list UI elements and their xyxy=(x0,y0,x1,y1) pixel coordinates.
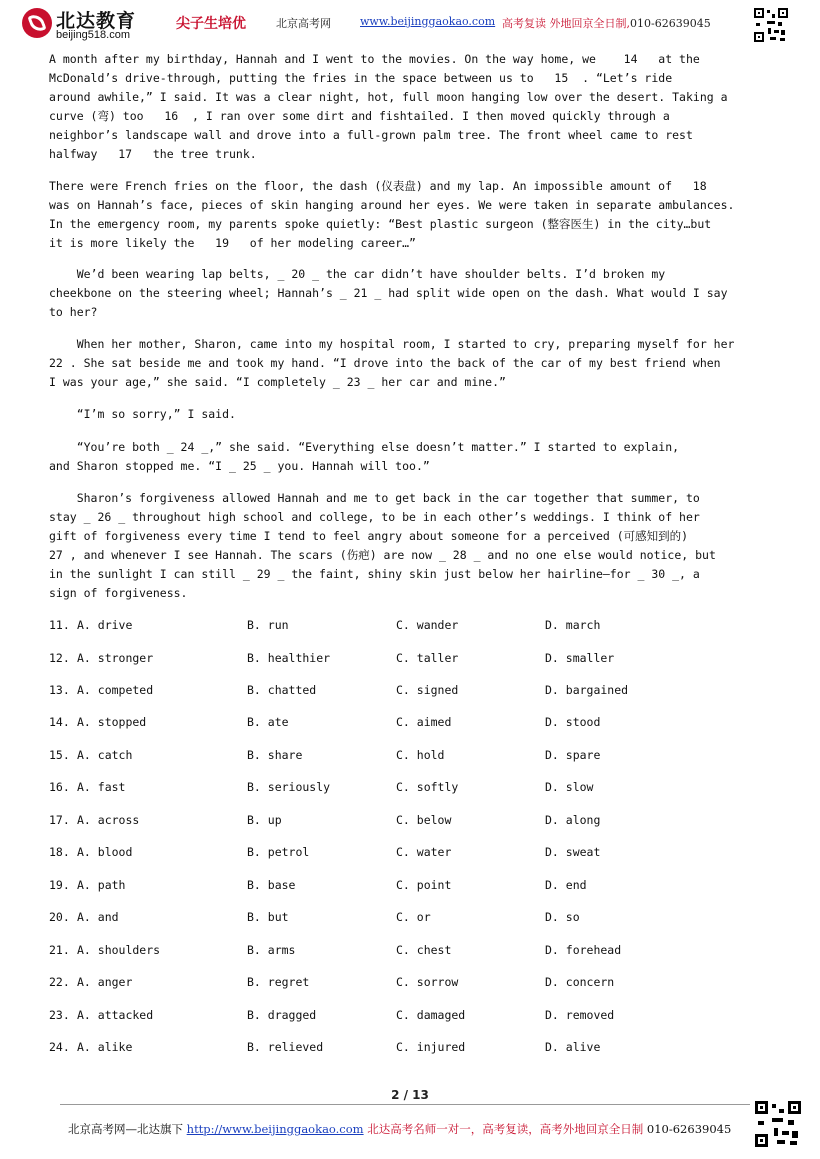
choice-b: B. dragged xyxy=(247,1008,317,1022)
logo-domain: beijing518.com xyxy=(56,29,130,41)
paragraph-1: A month after my birthday, Hannah and I went to the movies. On the way home, we 14 at the McDonald’s drive-through, putting the fries in the space between us to 15 . “Let’s ride around awhile,” I said. It was a clear night, hot, full moon hanging low over the desert. Taking a curve (弯) too 16 , I ran over some dirt and fishtailed. I then moved quickly through a neighbor’s landscape wall and drove into a full-grown palm tree. The front wheel came to rest halfway 17 the tree trunk. xyxy=(49,52,728,161)
choice-b: B. seriously xyxy=(247,780,331,794)
question-number: 17. xyxy=(49,813,70,827)
option-row xyxy=(49,973,749,991)
choice-d: D. forehead xyxy=(545,943,622,957)
footer-link[interactable]: http://www.beijinggaokao.com xyxy=(186,1122,364,1136)
choice-b: B. petrol xyxy=(247,845,310,859)
option-row xyxy=(49,876,749,894)
option-row xyxy=(49,681,749,699)
option-row xyxy=(49,908,749,926)
choice-a: A. anger xyxy=(77,975,133,989)
choice-d: D. slow xyxy=(545,780,594,794)
choice-b: B. arms xyxy=(247,943,296,957)
option-row xyxy=(49,649,749,667)
paragraph-3: We’d been wearing lap belts, _ 20 _ the car didn’t have shoulder belts. I’d broken my cheekbone on the steering wheel; Hannah’s _ 21 _ had split wide open on the dash. What would I say to her? xyxy=(49,267,728,319)
choice-b: B. ate xyxy=(247,715,289,729)
choice-c: C. sorrow xyxy=(396,975,459,989)
question-number: 24. xyxy=(49,1040,70,1054)
header-promo-text: 高考复读 外地回京全日制, xyxy=(502,17,630,30)
choice-a: A. across xyxy=(77,813,140,827)
footer-qr-code-icon xyxy=(755,1101,801,1147)
choice-a: A. competed xyxy=(77,683,154,697)
header-site-link[interactable]: www.beijinggaokao.com xyxy=(360,15,496,28)
choice-a: A. shoulders xyxy=(77,943,161,957)
paragraph-6: “You’re both _ 24 _,” she said. “Everything else doesn’t matter.” I started to explain, and Sharon stopped me. “I _ 25 _ you. Hannah will too.” xyxy=(49,440,680,473)
footer-site: 北京高考网—北达旗下 xyxy=(68,1122,183,1136)
option-row xyxy=(49,843,749,861)
question-number: 12. xyxy=(49,651,70,665)
choice-a: A. catch xyxy=(77,748,133,762)
choice-d: D. bargained xyxy=(545,683,629,697)
option-row xyxy=(49,778,749,796)
choice-d: D. stood xyxy=(545,715,601,729)
choice-b: B. healthier xyxy=(247,651,331,665)
choice-c: C. wander xyxy=(396,618,459,632)
question-number: 23. xyxy=(49,1008,70,1022)
option-row xyxy=(49,811,749,829)
header-promo xyxy=(502,15,711,31)
choice-a: A. and xyxy=(77,910,119,924)
paragraph-2: There were French fries on the floor, the dash (仪表盘) and my lap. An impossible amount of 18 was on Hannah’s face, pieces of skin hanging around her eyes. We were taken in separate ambulances. In the emergency room, my parents spoke quietly: “Best plastic surgeon (整容医生) in the city…but it is more likely the 19 of her modeling career…” xyxy=(49,179,735,250)
logo xyxy=(18,6,186,44)
choice-c: C. point xyxy=(396,878,452,892)
question-number: 14. xyxy=(49,715,70,729)
choice-a: A. blood xyxy=(77,845,133,859)
choice-a: A. stronger xyxy=(77,651,154,665)
choice-a: A. fast xyxy=(77,780,126,794)
header-phone: 010-62639045 xyxy=(630,17,711,30)
choice-b: B. run xyxy=(247,618,289,632)
option-row xyxy=(49,1006,749,1024)
question-number: 21. xyxy=(49,943,70,957)
qr-code-icon xyxy=(754,8,788,42)
choice-b: B. relieved xyxy=(247,1040,324,1054)
choice-d: D. sweat xyxy=(545,845,601,859)
choice-d: D. so xyxy=(545,910,580,924)
choice-b: B. but xyxy=(247,910,289,924)
header-site-name: 北京高考网 xyxy=(276,17,331,30)
footer-divider xyxy=(60,1104,750,1105)
choice-c: C. softly xyxy=(396,780,459,794)
choice-d: D. march xyxy=(545,618,601,632)
slogan: 尖子生培优 xyxy=(176,16,246,32)
choice-a: A. drive xyxy=(77,618,133,632)
paragraph-5: “I’m so sorry,” I said. xyxy=(49,407,236,421)
option-row xyxy=(49,1038,749,1056)
choice-d: D. end xyxy=(545,878,587,892)
choice-d: D. removed xyxy=(545,1008,615,1022)
choice-d: D. concern xyxy=(545,975,615,989)
choice-d: D. spare xyxy=(545,748,601,762)
choice-c: C. damaged xyxy=(396,1008,466,1022)
choice-c: C. chest xyxy=(396,943,452,957)
footer-promo: 北达高考名师一对一，高考复读，高考外地回京全日制 xyxy=(367,1122,644,1136)
logo-text: 北达教育 xyxy=(56,10,137,32)
choice-c: C. water xyxy=(396,845,452,859)
page-footer xyxy=(68,1121,731,1137)
option-row xyxy=(49,616,749,634)
choice-c: C. or xyxy=(396,910,431,924)
choice-c: C. signed xyxy=(396,683,459,697)
question-number: 16. xyxy=(49,780,70,794)
option-row xyxy=(49,746,749,764)
question-number: 19. xyxy=(49,878,70,892)
question-number: 18. xyxy=(49,845,70,859)
choice-c: C. below xyxy=(396,813,452,827)
choice-a: A. attacked xyxy=(77,1008,154,1022)
choice-a: A. path xyxy=(77,878,126,892)
choice-c: C. taller xyxy=(396,651,459,665)
question-number: 11. xyxy=(49,618,70,632)
paragraph-4: When her mother, Sharon, came into my hospital room, I started to cry, preparing myself for her 22 . She sat beside me and took my hand. “I drove into the back of the car of my best friend when I was your age,” she said. “I completely _ 23 _ her car and mine.” xyxy=(49,337,735,389)
choice-d: D. alive xyxy=(545,1040,601,1054)
choice-b: B. share xyxy=(247,748,303,762)
choice-c: C. aimed xyxy=(396,715,452,729)
question-number: 15. xyxy=(49,748,70,762)
page-number: 2 / 13 xyxy=(391,1088,429,1102)
footer-phone: 010-62639045 xyxy=(646,1122,732,1136)
question-number: 22. xyxy=(49,975,70,989)
option-row xyxy=(49,941,749,959)
choice-d: D. smaller xyxy=(545,651,615,665)
question-number: 20. xyxy=(49,910,70,924)
choice-c: C. hold xyxy=(396,748,445,762)
choice-a: A. stopped xyxy=(77,715,147,729)
question-number: 13. xyxy=(49,683,70,697)
choice-a: A. alike xyxy=(77,1040,133,1054)
choice-b: B. base xyxy=(247,878,296,892)
page-header xyxy=(18,6,808,46)
option-row xyxy=(49,713,749,731)
paragraph-7: Sharon’s forgiveness allowed Hannah and me to get back in the car together that summer, to stay _ 26 _ throughout high school and college, to be in each other’s weddings. I think of her gift of forgiveness every time I tend to feel angry about someone for a perceived (可感知到的) 27 , and whenever I see Hannah. The scars (伤疤) are now _ 28 _ and no one else would notice, but in the sunlight I can still _ 29 _ the faint, shiny skin just below her hairline—for _ 30 _, a sign of forgiveness. xyxy=(49,491,716,600)
choice-c: C. injured xyxy=(396,1040,466,1054)
logo-mark-icon xyxy=(22,8,52,38)
choice-d: D. along xyxy=(545,813,601,827)
choice-b: B. up xyxy=(247,813,282,827)
choice-b: B. regret xyxy=(247,975,310,989)
choice-b: B. chatted xyxy=(247,683,317,697)
